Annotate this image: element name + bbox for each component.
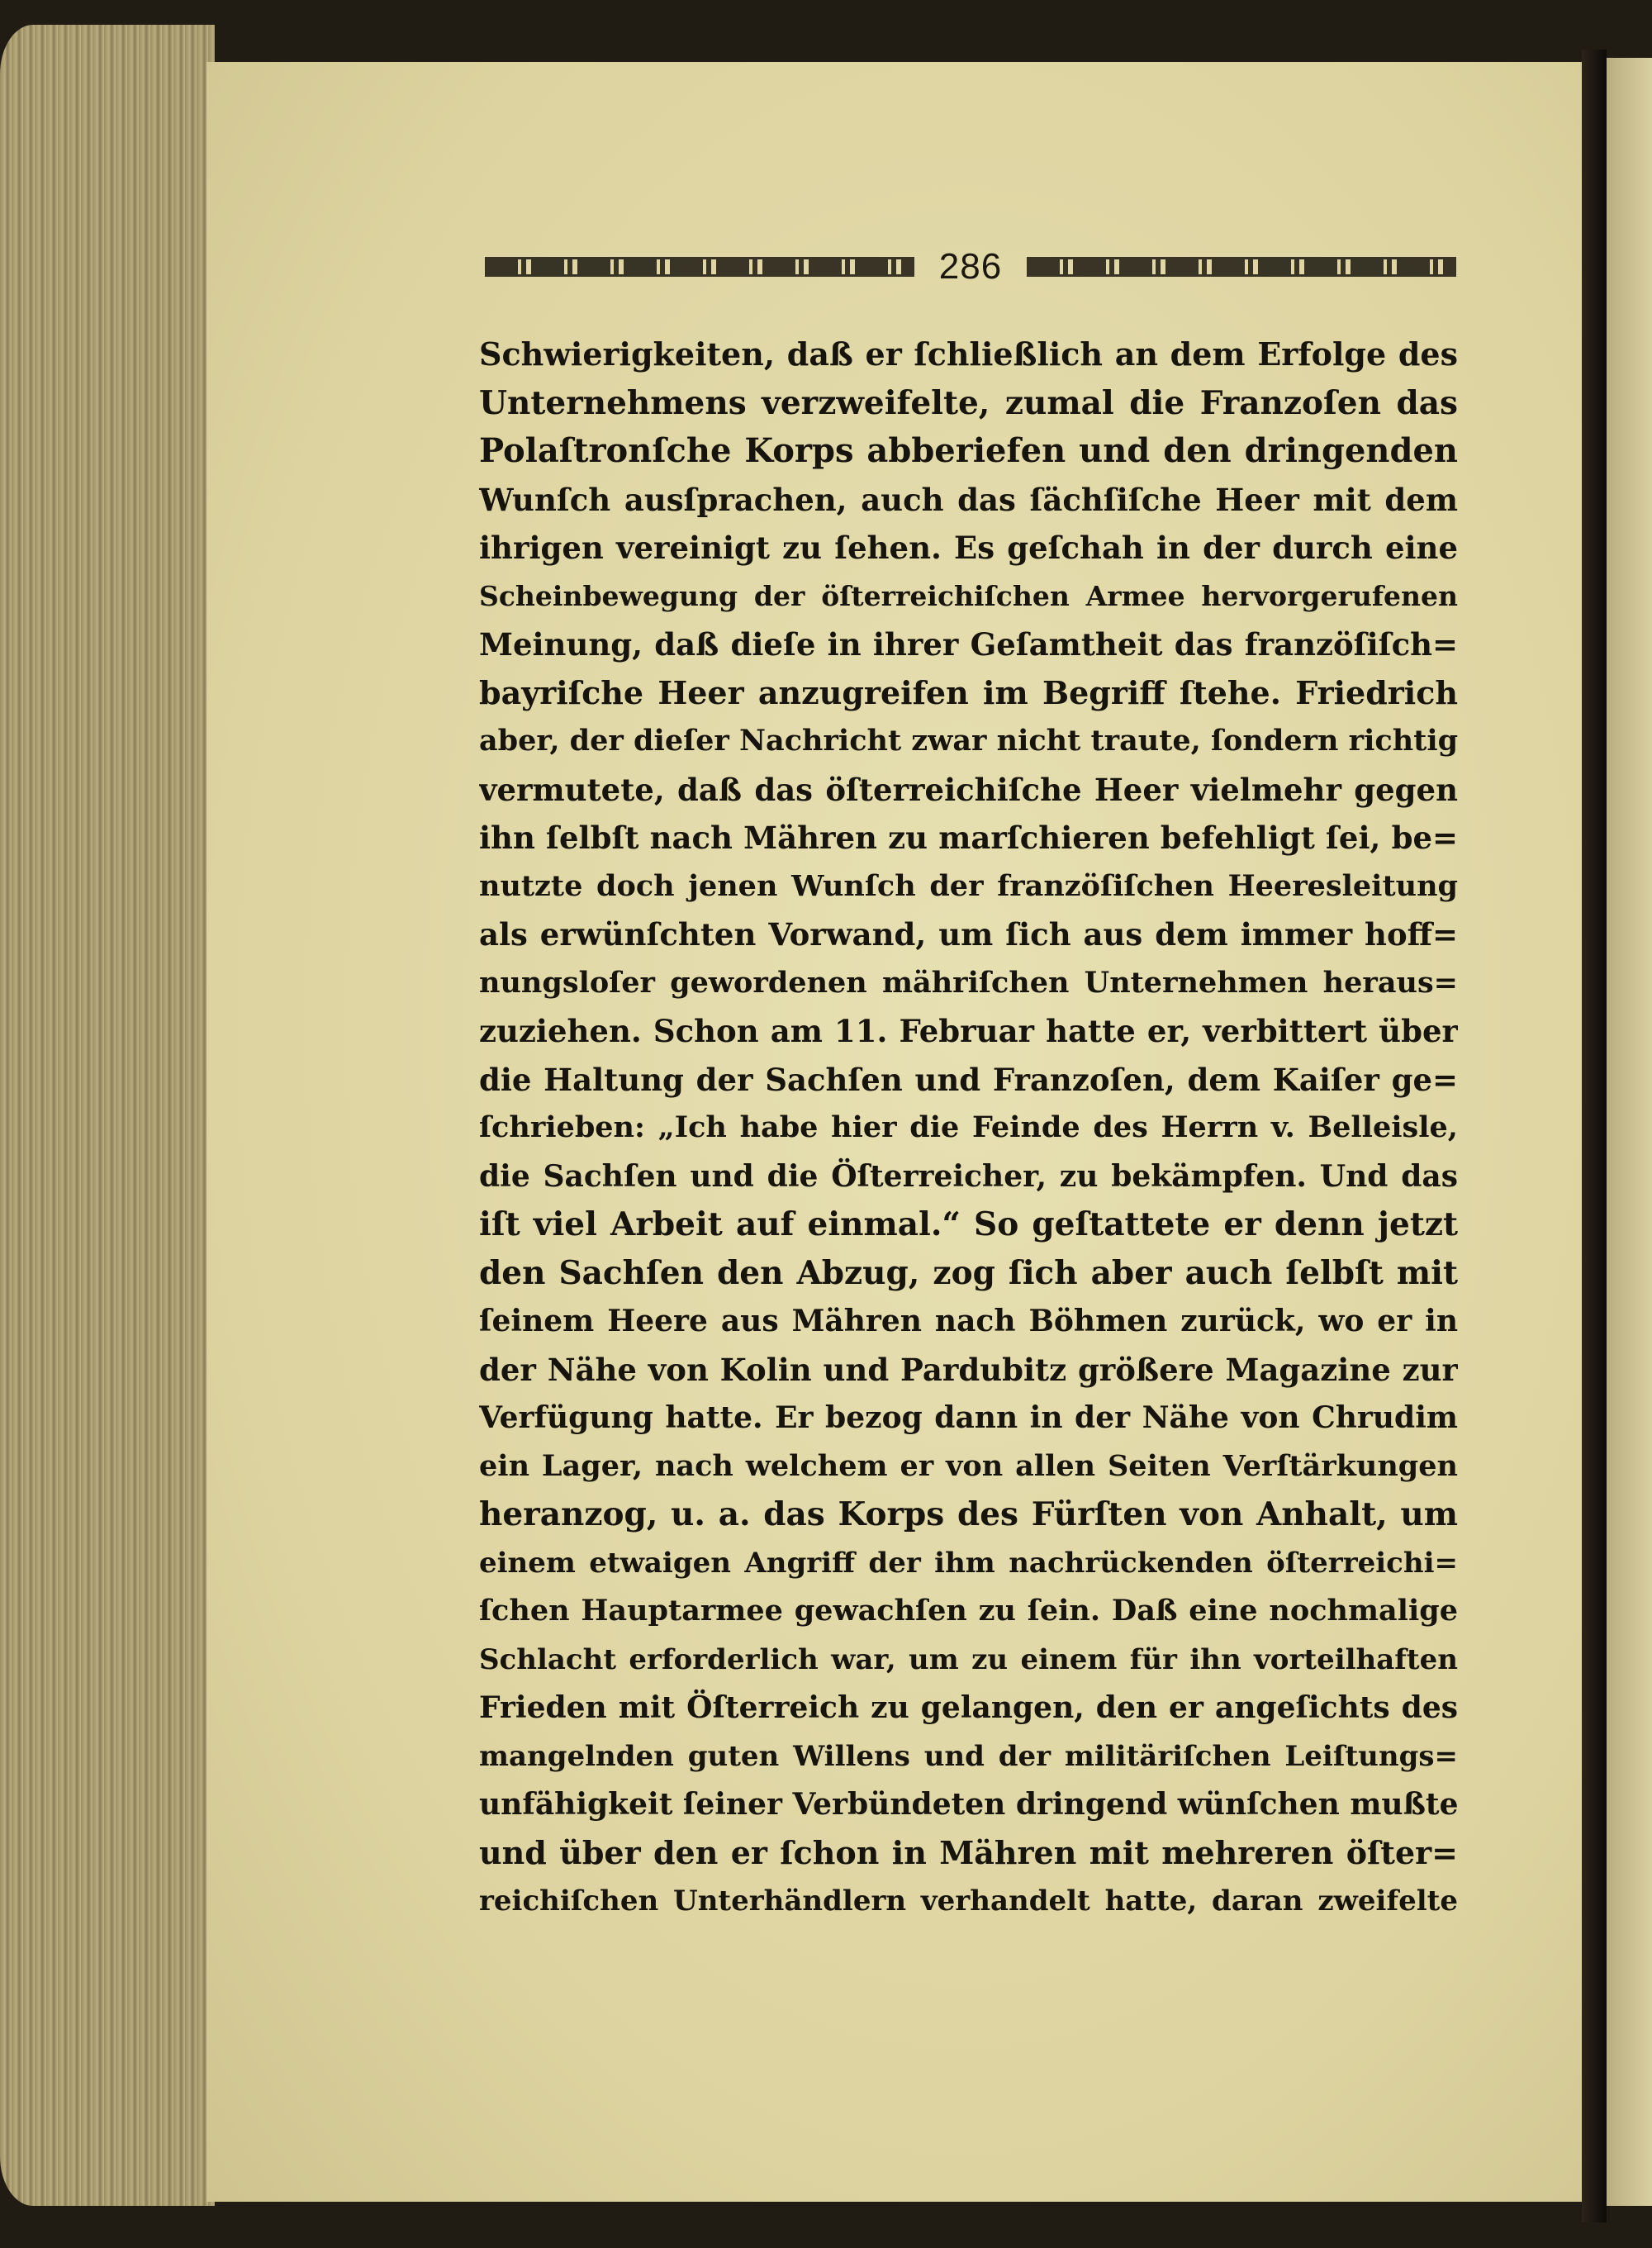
text-line: nutzte doch jenen Wunſch der franzöſiſchen Heeresleitung <box>479 868 1458 903</box>
header-ornament-right <box>1027 257 1456 277</box>
text-line: iſt viel Arbeit auf einmal.“ So geſtattete er denn jetzt <box>479 1205 1458 1243</box>
text-line: der Nähe von Kolin und Pardubitz größere Magazine zur <box>479 1351 1458 1388</box>
text-line: Frieden mit Öſterreich zu gelangen, den er angeſichts des <box>479 1690 1458 1725</box>
text-line: aber, der dieſer Nachricht zwar nicht traute, ſondern richtig <box>479 724 1458 758</box>
text-line: ſeinem Heere aus Mähren nach Böhmen zurück, wo er in <box>479 1304 1458 1338</box>
text-line: als erwünſchten Vorwand, um ſich aus dem immer hoff= <box>479 916 1458 953</box>
text-line: zuziehen. Schon am 11. Februar hatte er, verbittert über <box>479 1013 1458 1049</box>
text-line: mangelnden guten Willens und der militäriſchen Leiſtungs= <box>479 1739 1458 1773</box>
text-line: ſchrieben: „Ich habe hier die Feinde des Herrn v. Belleisle, <box>479 1110 1458 1144</box>
page-number: 286 <box>938 246 1003 287</box>
facing-page-edge <box>1607 58 1652 2206</box>
text-line: Verfügung hatte. Er bezog dann in der Nähe von Chrudim <box>479 1400 1458 1435</box>
text-line: reichiſchen Unterhändlern verhandelt hatte, daran zweifelte <box>479 1884 1458 1918</box>
text-line: ihrigen vereinigt zu ſehen. Es geſchah in der durch eine <box>479 530 1458 566</box>
text-line: ſchen Hauptarmee gewachſen zu ſein. Daß eine nochmalige <box>479 1594 1458 1628</box>
text-line: Schlacht erforderlich war, um zu einem für ihn vorteilhaften <box>479 1642 1458 1676</box>
text-line: ihn ſelbſt nach Mähren zu marſchieren befehligt ſei, be= <box>479 820 1458 856</box>
text-line: und über den er ſchon in Mähren mit mehreren öſter= <box>479 1833 1458 1871</box>
text-line: bayriſche Heer anzugreifen im Begriff ſtehe. Friedrich <box>479 673 1458 711</box>
body-text <box>479 330 1458 1926</box>
text-line: Unternehmens verzweifelte, zumal die Franzoſen das <box>479 383 1458 422</box>
header-ornament-left <box>485 257 914 277</box>
text-line: Meinung, daß dieſe in ihrer Geſamtheit das franzöſiſch= <box>479 626 1458 663</box>
page-edges <box>0 25 215 2206</box>
text-line: den Sachſen den Abzug, zog ſich aber auch ſelbſt mit <box>479 1253 1458 1292</box>
text-line: einem etwaigen Angriff der ihm nachrückenden öſterreichi= <box>479 1546 1458 1580</box>
text-line: nungsloſer gewordenen mähriſchen Unternehmen heraus= <box>479 965 1458 1000</box>
text-line: heranzog, u. a. das Korps des Fürſten von Anhalt, um <box>479 1495 1458 1533</box>
book-gutter <box>1582 50 1607 2222</box>
text-line: Schwierigkeiten, daß er ſchließlich an dem Erfolge des <box>479 335 1458 373</box>
text-line: vermutete, daß das öſterreichiſche Heer vielmehr gegen <box>479 771 1458 808</box>
text-line: die Haltung der Sachſen und Franzoſen, dem Kaiſer ge= <box>479 1061 1458 1098</box>
text-line: unfähigkeit ſeiner Verbündeten dringend wünſchen mußte <box>479 1787 1458 1822</box>
text-line: ein Lager, nach welchem er von allen Seiten Verſtärkungen <box>479 1448 1458 1483</box>
text-line: Scheinbewegung der öſterreichiſchen Armee hervorgerufenen <box>479 579 1458 612</box>
text-line: die Sachſen und die Öſterreicher, zu bekämpfen. Und das <box>479 1158 1458 1194</box>
text-line: Polaſtronſche Korps abberiefen und den dringenden <box>479 431 1458 470</box>
text-line: Wunſch ausſprachen, auch das ſächſiſche Heer mit dem <box>479 481 1458 518</box>
page-header <box>483 238 1458 296</box>
